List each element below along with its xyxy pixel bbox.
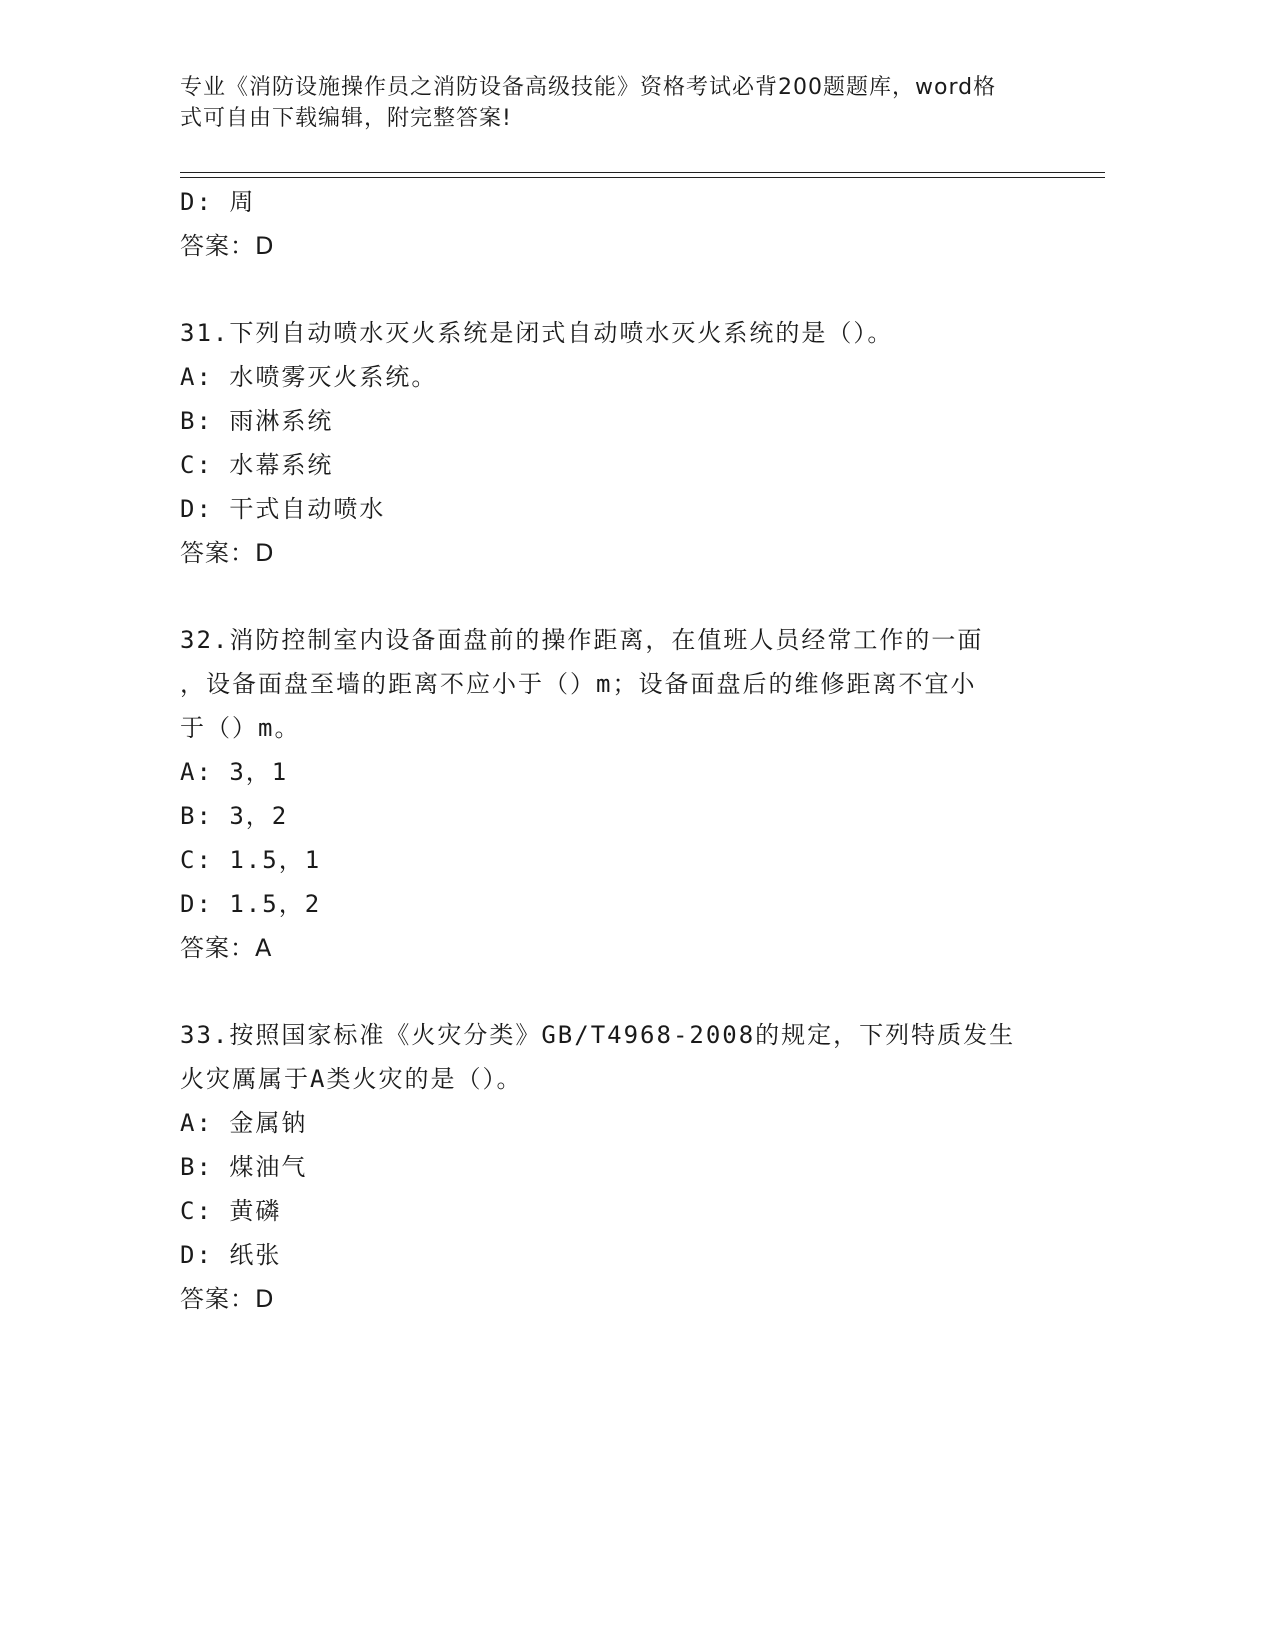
option-b: B: 3，2 — [180, 802, 289, 830]
question-stem: ，设备面盘至墙的距离不应小于（）m；设备面盘后的维修距离不宜小 — [180, 670, 977, 698]
header-line-2: 式可自由下载编辑，附完整答案! — [180, 106, 512, 131]
option-a: A: 金属钠 — [180, 1109, 308, 1137]
option-c: C: 黄磷 — [180, 1197, 282, 1225]
option-c: C: 水幕系统 — [180, 451, 334, 479]
question-stem: 33.按照国家标准《火灾分类》GB/T4968-2008的规定，下列特质发生 — [180, 1021, 1016, 1049]
header-divider-top — [180, 172, 1105, 173]
answer-line: 答案：D — [180, 539, 275, 567]
option-c: C: 1.5，1 — [180, 846, 322, 874]
spacer — [180, 575, 1060, 618]
answer-line: 答案：D — [180, 232, 275, 260]
spacer — [180, 970, 1060, 1013]
document-body — [180, 180, 1060, 1321]
question-stem: 火灾厲属于A类火灾的是（）。 — [180, 1065, 523, 1093]
option-a: A: 3，1 — [180, 758, 289, 786]
question-33 — [180, 1013, 1060, 1321]
option-d: D: 干式自动喷水 — [180, 495, 386, 523]
option-a: A: 水喷雾灭火系统。 — [180, 363, 438, 391]
option-d: D: 周 — [180, 188, 256, 216]
question-stem: 32.消防控制室内设备面盘前的操作距离，在值班人员经常工作的一面 — [180, 626, 984, 654]
header-divider-bottom — [180, 177, 1105, 178]
option-d: D: 纸张 — [180, 1241, 282, 1269]
question-continuation — [180, 180, 1060, 268]
document-header — [180, 72, 1060, 134]
question-31 — [180, 311, 1060, 575]
question-stem: 于（）m。 — [180, 714, 301, 742]
answer-line: 答案：D — [180, 1285, 275, 1313]
spacer — [180, 268, 1060, 311]
header-line-1: 专业《消防设施操作员之消防设备高级技能》资格考试必背200题题库，word格 — [180, 75, 997, 100]
option-b: B: 雨淋系统 — [180, 407, 334, 435]
question-32 — [180, 618, 1060, 970]
option-b: B: 煤油气 — [180, 1153, 308, 1181]
question-stem: 31.下列自动喷水灭火系统是闭式自动喷水灭火系统的是（）。 — [180, 319, 894, 347]
option-d: D: 1.5，2 — [180, 890, 322, 918]
answer-line: 答案：A — [180, 934, 273, 962]
